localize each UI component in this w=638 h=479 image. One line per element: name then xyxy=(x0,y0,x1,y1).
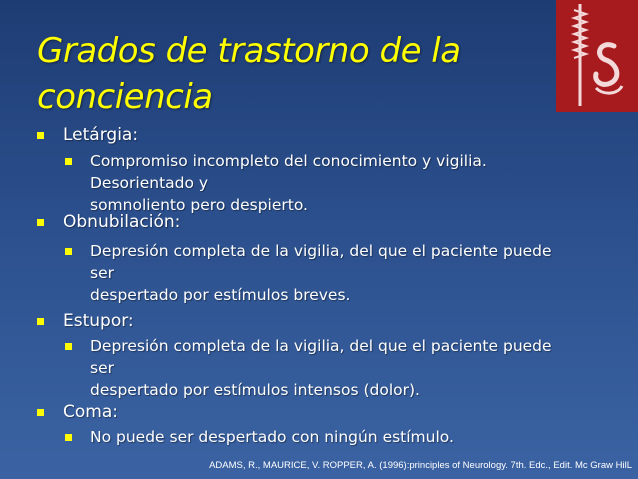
square-bullet-icon xyxy=(37,318,44,325)
citation-reference: ADAMS, R., MAURICE, V. ROPPER, A. (1996):principles of Neurology. 7th. Edc., Edit. Mc Graw HilL xyxy=(209,460,632,471)
sub-bullet-line: Compromiso incompleto del conocimiento y vigilia. Desorientado y xyxy=(90,152,487,192)
sub-bullet-line: No puede ser despertado con ningún estímulo. xyxy=(90,428,454,446)
square-bullet-icon xyxy=(37,219,44,226)
square-bullet-icon xyxy=(65,158,72,165)
square-bullet-icon xyxy=(37,132,44,139)
sub-bullet-line: Depresión completa de la vigilia, del que el paciente puede ser xyxy=(90,337,552,377)
bullet-label: Letárgia: xyxy=(63,125,139,145)
sub-bullet-line: despertado por estímulos breves. xyxy=(90,286,351,304)
sub-bullet-line: despertado por estímulos intensos (dolor). xyxy=(90,381,420,399)
sub-bullet-line: Depresión completa de la vigilia, del que el paciente puede ser xyxy=(90,242,552,282)
sub-bullet-text xyxy=(90,240,570,306)
bullet-label: Estupor: xyxy=(63,311,134,331)
bullet-label: Obnubilación: xyxy=(63,212,181,232)
square-bullet-icon xyxy=(65,248,72,255)
square-bullet-icon xyxy=(65,434,72,441)
square-bullet-icon xyxy=(37,409,44,416)
sub-bullet-text xyxy=(90,335,570,401)
bullet-label: Coma: xyxy=(63,402,118,422)
slide-title-line-2: conciencia xyxy=(37,77,213,117)
sub-bullet-text xyxy=(90,150,570,216)
square-bullet-icon xyxy=(65,343,72,350)
slide-title-line-1: Grados de trastorno de la xyxy=(37,31,461,71)
sub-bullet-line: somnoliento pero despierto. xyxy=(90,196,308,214)
sub-bullet-text xyxy=(90,426,570,448)
